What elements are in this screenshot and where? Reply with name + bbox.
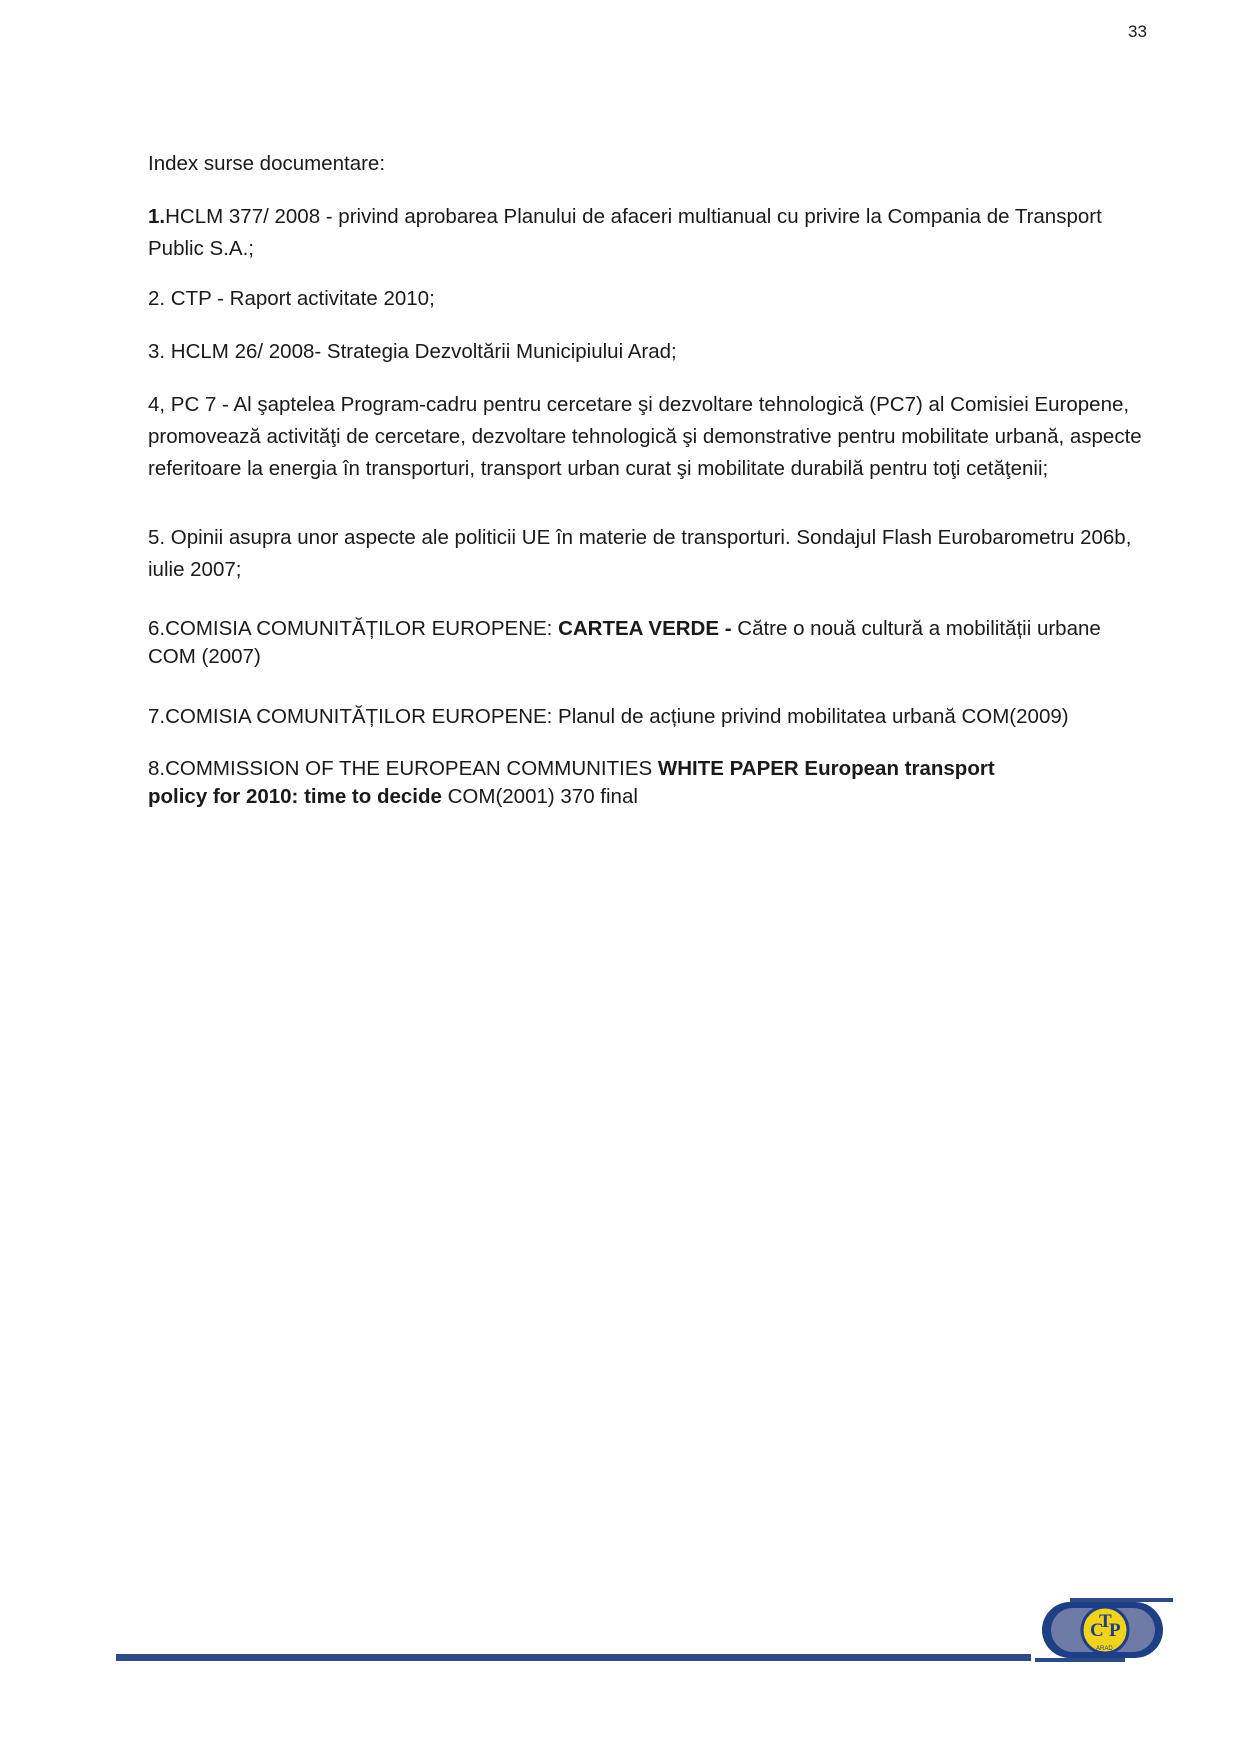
ctp-logo [1035,1590,1175,1670]
index-heading: Index surse documentare: [148,152,386,175]
logo-letter-c: C [1090,1620,1104,1641]
source-item-7: 7.COMISIA COMUNITĂȚILOR EUROPENE: Planul de acțiune privind mobilitatea urbană COM(2009) [148,705,1069,728]
source-item-6 [148,615,1148,671]
source-item-1 [148,201,1148,265]
source-item-8-prefix: 8.COMMISSION OF THE EUROPEAN COMMUNITIES [148,757,658,780]
source-item-1-text: HCLM 377/ 2008 - privind aprobarea Planului de afaceri multianual cu privire la Compania de Transport Public S.A.; [148,205,1102,260]
source-item-8 [148,755,1048,811]
source-item-1-number: 1. [148,205,166,228]
source-item-5: 5. Opinii asupra unor aspecte ale politicii UE în materie de transporturi. Sondajul Flash Eurobarometru 206b, iulie 2007; [148,526,1132,581]
footer-rule [116,1654,1031,1661]
source-item-8-suffix: COM(2001) 370 final [441,785,638,808]
source-item-6-prefix: 6.COMISIA COMUNITĂȚILOR EUROPENE: [148,617,559,640]
source-item-6-suffix: Către o nouă cultură a mobilității urbane COM (2007) [148,617,1101,668]
logo-letter-p: P [1109,1620,1121,1641]
source-item-6-bold: CARTEA VERDE - [558,617,732,640]
source-item-4: 4, PC 7 - Al şaptelea Program-cadru pentru cercetare şi dezvoltare tehnologică (PC7) al Comisiei Europene, promovează activităţi de cercetare, dezvoltare tehnologică şi demonstrative pentru mobilitate urbană, aspecte referitoare la energia în transporturi, transport urban curat şi mobilitate durabilă pentru toţi cetăţenii; [148,393,1142,480]
source-item-2: 2. CTP - Raport activitate 2010; [148,287,435,310]
source-item-8-bold: WHITE PAPER European transport policy for 2010: time to decide [148,757,995,808]
logo-letter-t: T [1099,1611,1112,1632]
document-body [148,148,1148,811]
logo-subtext: ARAD [1096,1646,1113,1652]
source-item-3: 3. HCLM 26/ 2008- Strategia Dezvoltării Municipiului Arad; [148,340,677,363]
page-number: 33 [1128,22,1147,41]
